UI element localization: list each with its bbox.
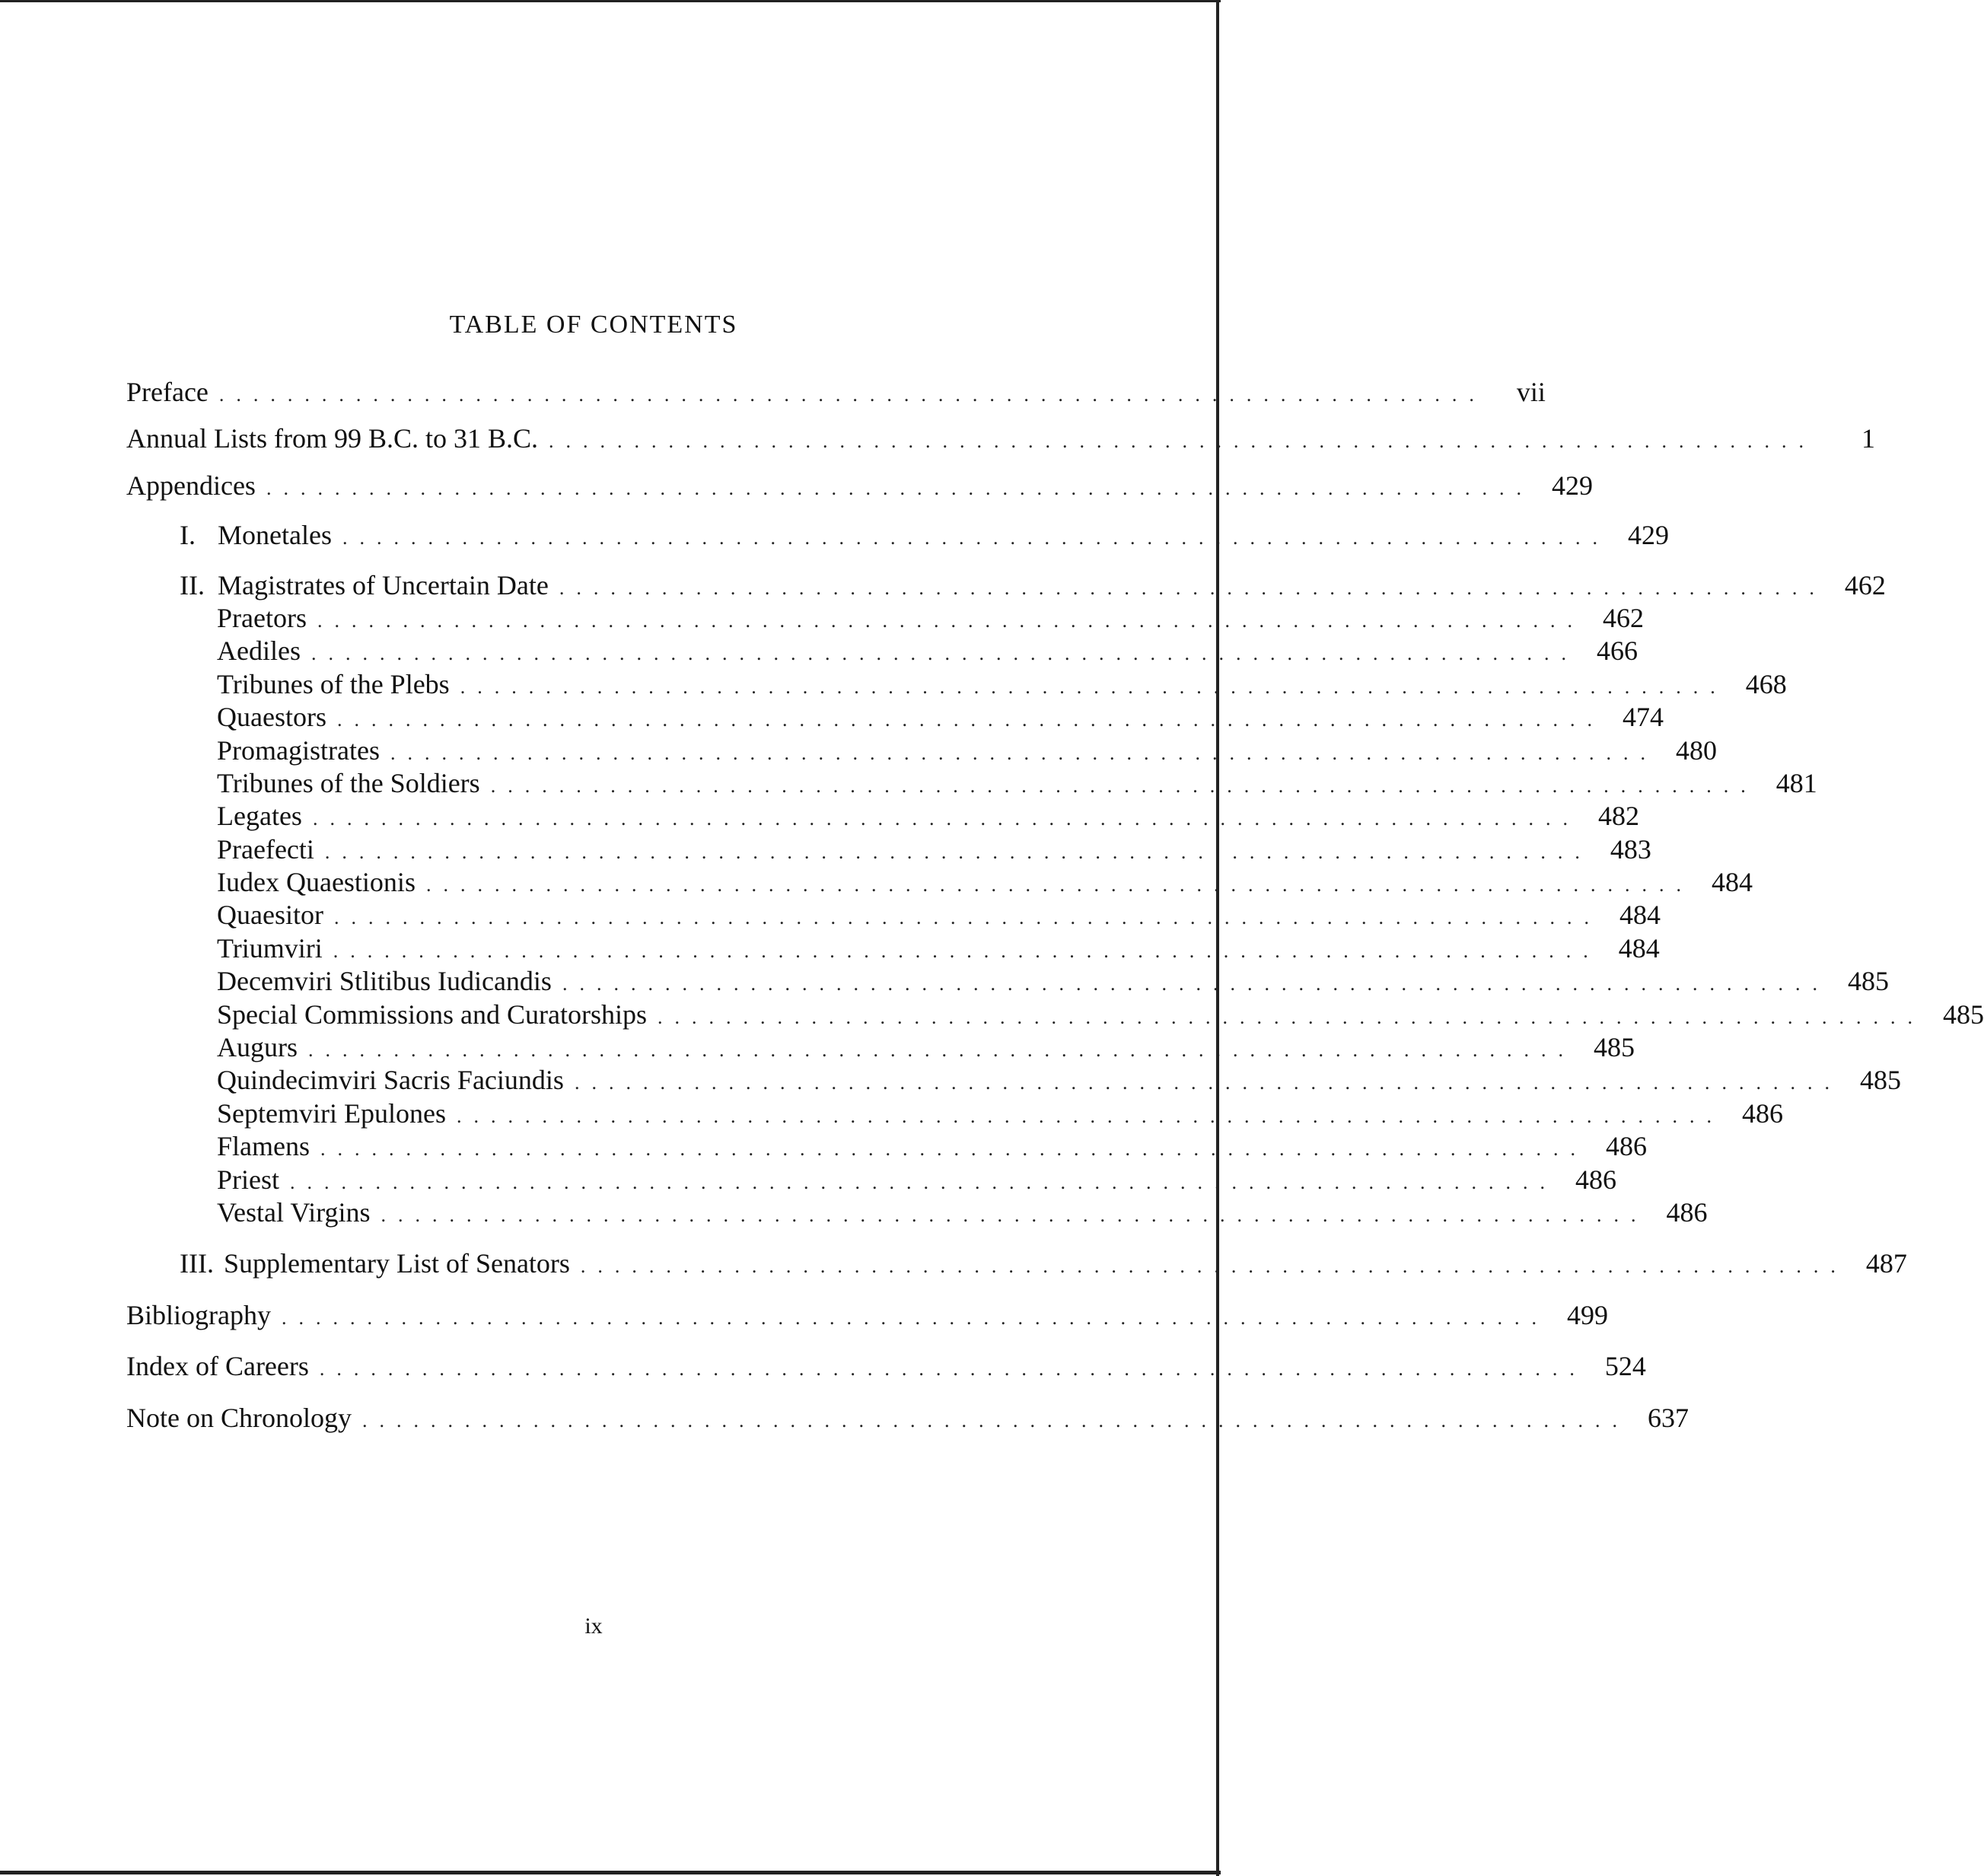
toc-label: Note on Chronology (126, 1402, 352, 1433)
toc-label: Augurs (217, 1032, 298, 1063)
toc-page: 462 (1844, 569, 1886, 600)
dot-leader: .......................................................................... (657, 1005, 1925, 1028)
toc-label: Iudex Quaestionis (217, 867, 416, 898)
toc-entry-praefecti (126, 833, 1651, 866)
toc-page: 480 (1675, 734, 1717, 766)
toc-label: Preface (126, 377, 209, 407)
toc-label: Special Commissions and Curatorships (217, 999, 647, 1030)
toc-entry-praetors (126, 602, 1644, 635)
dot-leader: .......................................................................... (333, 906, 1601, 929)
dot-leader: .......................................................................... (312, 807, 1580, 830)
toc-page: 1 (1861, 423, 1876, 454)
toc-page: 485 (1859, 1065, 1901, 1096)
toc-page: 486 (1741, 1097, 1783, 1129)
toc-page: 483 (1610, 833, 1651, 865)
toc-label: Priest (217, 1164, 280, 1195)
dot-leader: .......................................................................... (490, 774, 1758, 797)
toc-page: 482 (1597, 801, 1639, 832)
dot-leader: .......................................................................... (390, 741, 1658, 764)
toc-entry-aediles (126, 635, 1638, 667)
toc-page: 462 (1602, 602, 1644, 633)
toc-entry-vestal-virgins (126, 1196, 1708, 1229)
dot-leader: .......................................................................... (290, 1171, 1558, 1193)
toc-entry-triumviri (126, 932, 1660, 965)
page-title: TABLE OF CONTENTS (449, 311, 738, 339)
toc-entry-augurs (126, 1031, 1635, 1064)
page-edge-bottom (0, 1871, 1221, 1874)
toc-entry-quindecimviri (126, 1064, 1901, 1097)
toc-entry-legates (126, 800, 1639, 833)
toc-label: Supplementary List of Senators (224, 1248, 570, 1279)
dot-leader: .......................................................................... (456, 1104, 1724, 1127)
toc-number: I. (180, 520, 196, 551)
toc-entry-flamens (126, 1130, 1647, 1163)
dot-leader: .......................................................................... (319, 1358, 1587, 1381)
table-of-contents (126, 376, 1984, 1435)
dot-leader: .......................................................................... (320, 1138, 1588, 1161)
toc-page: 429 (1551, 470, 1593, 501)
toc-label: Bibliography (126, 1299, 271, 1330)
dot-leader: .......................................................................... (324, 840, 1592, 863)
toc-entry-appendices (126, 470, 1593, 502)
toc-label: Index of Careers (126, 1351, 309, 1382)
toc-entry-priest (126, 1164, 1617, 1196)
toc-label: Tribunes of the Soldiers (217, 767, 480, 798)
toc-entry-iudex-quaestionis (126, 866, 1753, 899)
toc-label: Praetors (217, 602, 307, 633)
dot-leader: .......................................................................... (361, 1409, 1629, 1432)
dot-leader: .......................................................................... (559, 576, 1826, 599)
toc-page: 474 (1622, 702, 1664, 733)
toc-number: III. (180, 1248, 214, 1279)
dot-leader: .......................................................................... (266, 476, 1533, 499)
toc-page: 487 (1865, 1248, 1907, 1279)
toc-page: 486 (1606, 1131, 1647, 1162)
toc-page: 485 (1847, 966, 1889, 997)
toc-page: 481 (1775, 767, 1817, 798)
toc-label: Septemviri Epulones (217, 1097, 446, 1129)
dot-leader: .......................................................................... (336, 709, 1604, 731)
toc-label: Monetales (218, 520, 332, 551)
toc-entry-tribunes-plebs (126, 668, 1787, 701)
dot-leader: .......................................................................... (580, 1255, 1848, 1278)
toc-label: Quindecimviri Sacris Faciundis (217, 1065, 564, 1096)
dot-leader: .......................................................................... (308, 1039, 1575, 1062)
toc-entry-quaesitor (126, 899, 1661, 932)
toc-label: Appendices (126, 470, 256, 501)
toc-page: 484 (1619, 900, 1661, 931)
toc-page: 468 (1745, 668, 1787, 699)
dot-leader: .......................................................................... (425, 874, 1693, 897)
dot-leader: .......................................................................... (381, 1203, 1648, 1226)
toc-label: Magistrates of Uncertain Date (218, 569, 549, 600)
dot-leader: .......................................................................... (460, 675, 1728, 698)
toc-label: Praefecti (217, 833, 314, 865)
toc-number: II. (180, 569, 205, 600)
toc-entry-promagistrates (126, 734, 1717, 767)
toc-label: Quaesitor (217, 900, 323, 931)
dot-leader: .......................................................................... (562, 973, 1830, 995)
toc-label: Promagistrates (217, 734, 380, 766)
toc-entry-supplementary-senators (126, 1247, 1907, 1280)
toc-entry-annual-lists (126, 422, 1876, 455)
toc-label: Tribunes of the Plebs (217, 668, 450, 699)
toc-entry-tribunes-soldiers (126, 767, 1817, 800)
toc-page: 466 (1596, 635, 1638, 667)
toc-label: Annual Lists from 99 B.C. to 31 B.C. (126, 423, 539, 454)
toc-page: 485 (1594, 1032, 1635, 1063)
toc-label: Vestal Virgins (217, 1196, 371, 1228)
dot-leader: .......................................................................... (574, 1072, 1842, 1094)
toc-entry-note-chronology (126, 1402, 1689, 1435)
toc-page: vii (1516, 377, 1546, 407)
toc-entry-preface (126, 376, 1546, 409)
toc-entry-quaestors (126, 701, 1664, 734)
toc-label: Legates (217, 801, 302, 832)
toc-label: Aediles (217, 635, 301, 667)
dot-leader: .......................................................................... (281, 1306, 1549, 1329)
toc-entry-monetales (126, 519, 1669, 552)
toc-page: 499 (1566, 1299, 1608, 1330)
toc-entry-septemviri (126, 1097, 1783, 1130)
toc-entry-special-commissions (126, 999, 1984, 1031)
toc-page: 484 (1711, 867, 1753, 898)
dot-leader: .......................................................................... (218, 384, 1486, 406)
toc-page: 484 (1618, 932, 1660, 963)
dot-leader: .......................................................................... (549, 430, 1817, 453)
dot-leader: .......................................................................... (310, 642, 1578, 665)
toc-page: 485 (1942, 999, 1984, 1030)
toc-page: 524 (1604, 1351, 1646, 1382)
dot-leader: .......................................................................... (317, 609, 1584, 632)
toc-entry-decemviri (126, 965, 1889, 998)
toc-label: Decemviri Stlitibus Iudicandis (217, 966, 552, 997)
page-number: ix (584, 1613, 603, 1639)
toc-label: Flamens (217, 1131, 310, 1162)
toc-label: Triumviri (217, 932, 323, 963)
page-edge-top (0, 0, 1221, 2)
toc-entry-magistrates (126, 569, 1886, 602)
dot-leader: .......................................................................... (333, 939, 1600, 962)
toc-label: Quaestors (217, 702, 326, 733)
dot-leader: .......................................................................... (342, 527, 1610, 549)
toc-page: 637 (1647, 1402, 1689, 1433)
toc-page: 486 (1575, 1164, 1617, 1195)
toc-page: 429 (1627, 520, 1669, 551)
toc-entry-index-careers (126, 1350, 1646, 1383)
toc-page: 486 (1666, 1196, 1708, 1228)
toc-entry-bibliography (126, 1299, 1608, 1332)
